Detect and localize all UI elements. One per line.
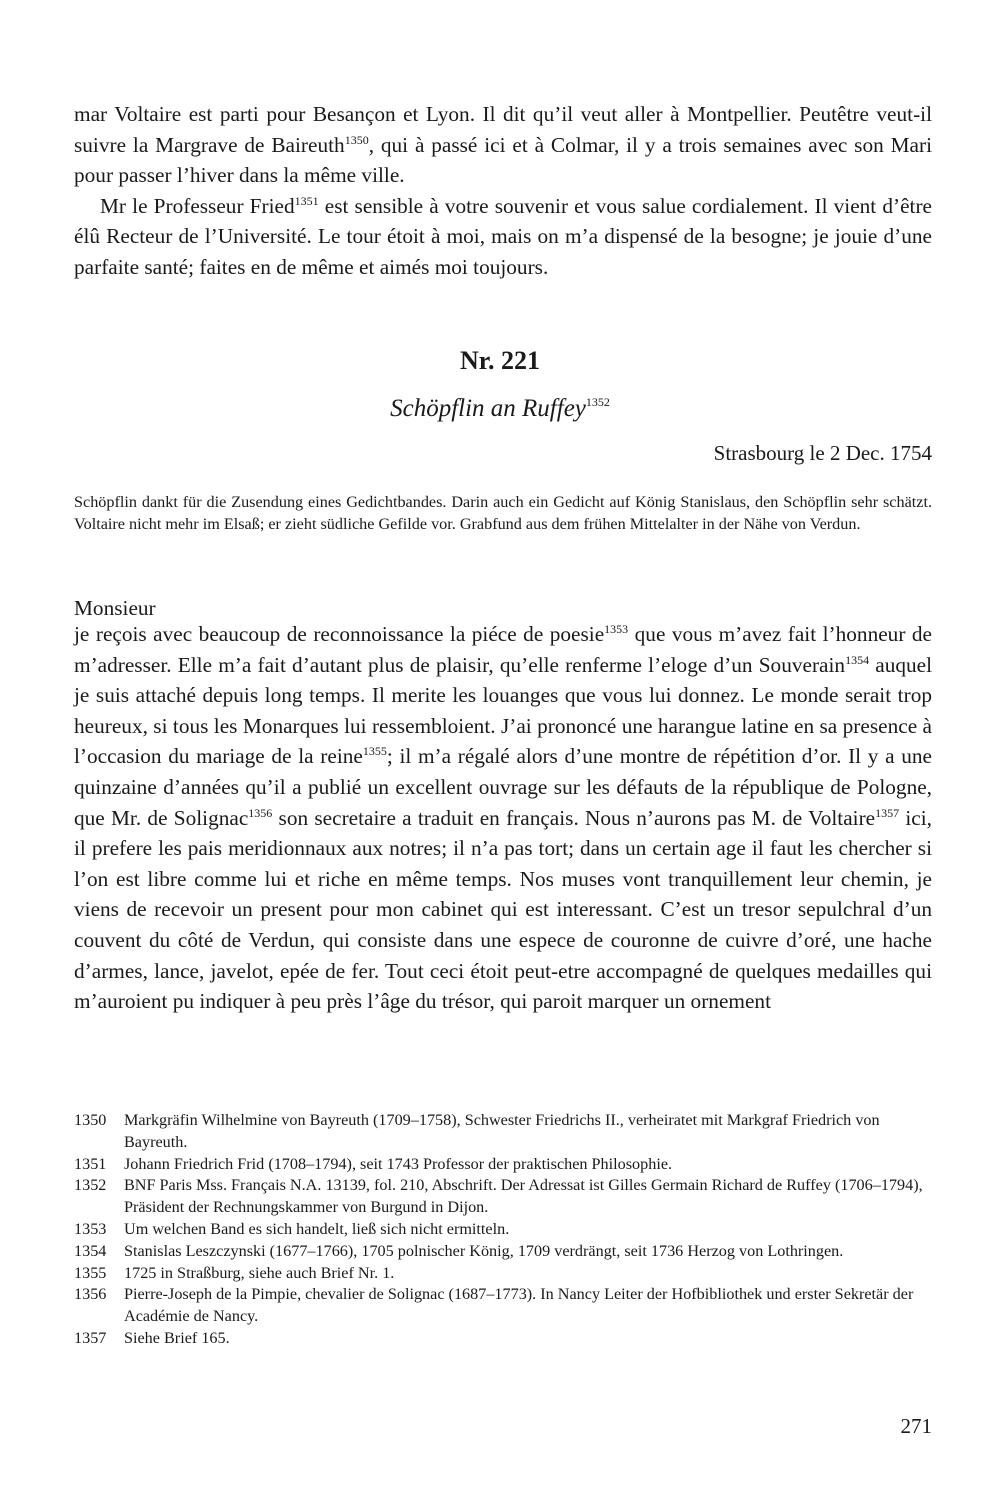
footnote-number: 1351 (74, 1154, 107, 1173)
footnote-ref-1350: 1350 (344, 132, 369, 147)
footnote (74, 1154, 934, 1176)
previous-letter-continuation (74, 99, 932, 283)
footnote-ref-1354: 1354 (845, 652, 870, 667)
letter-paragraph: je reçois avec beaucoup de reconnoissance la piéce de poesie$^{1353}$ que vous m’avez fait l’honneur de m’adresser. Elle m’a fait d’autant plus de plaisir, qu’elle renferme l’eloge d’un Souverain$^{1354}$ auquel je suis attaché depuis long temps. Il merite les louanges que vous lui donnez. Le monde serait trop heureux, si tous les Monarques lui ressembloient. J’ai prononcé une harangue latine en sa presence à l’occasion du mariage de la reine$^{1355}$; il m’a régalé alors d’une montre de répétition d’or. Il y a une quinzaine d’années qu’il a publié un excellent ouvrage sur les défauts de la république de Pologne, que Mr. de Solignac$^{1356}$ son secretaire a traduit en français. Nous n’aurons pas M. de Voltaire$^{1357}$ ici, il prefere les pais meridionnaux aux notres; il n’a pas tort; dans un certain age il faut les chercher si l’on est libre comme lui et riche en même temps. Nos muses vont tranquillement leur chemin, je viens de recevoir un present pour mon cabinet qui est interessant. C’est un tresor sepulchral d’un couvent du côté de Verdun, qui consiste dans une espece de couronne de cuivre d’oré, une hache d’armes, lance, javelot, epée de fer. Tout ceci étoit peut-etre accompagné de quelques medailles qui m’auroient pu indiquer à peu près l’âge du trésor, qui paroit marquer un ornement (74, 622, 933, 1014)
footnote (74, 1219, 934, 1241)
footnote (74, 1175, 934, 1219)
footnote-text: Um welchen Band es sich handelt, ließ sich nicht ermitteln. (124, 1219, 510, 1238)
letter-dateline: Strasbourg le 2 Dec. 1754 (713, 441, 932, 465)
footnote (74, 1263, 934, 1285)
letter-body (74, 619, 932, 1017)
footnote-ref-1352: 1352 (585, 395, 610, 409)
footnote (74, 1328, 934, 1350)
footnote-text: BNF Paris Mss. Français N.A. 13139, fol. 210, Abschrift. Der Adressat ist Gilles Germain Richard de Ruffey (1706–1794), Präsident der Rechnungskammer von Burgund in Dijon. (124, 1176, 923, 1217)
footnote (74, 1241, 934, 1263)
footnote-ref-1353: 1353 (604, 622, 629, 636)
footnote-number: 1350 (74, 1111, 107, 1129)
footnote-ref-1357: 1357 (875, 805, 900, 820)
footnote-ref-1351: 1351 (294, 193, 319, 208)
footnote-text: 1725 in Straßburg, siehe auch Brief Nr. 1. (124, 1263, 395, 1282)
footnote-number: 1356 (74, 1285, 107, 1304)
page-number: 271 (900, 1414, 932, 1438)
footnote-text: Pierre-Joseph de la Pimpie, chevalier de Solignac (1687–1773). In Nancy Leiter der Hofbibliothek und erster Sekretär der Académie de Nancy. (124, 1285, 914, 1326)
footnote-text: Siehe Brief 165. (124, 1328, 230, 1347)
footnote-ref-1356: 1356 (248, 805, 273, 820)
continuation-paragraph-1: mar Voltaire est parti pour Besançon et Lyon. Il dit qu’il veut aller à Montpellier. Peutêtre veut-il suivre la Margrave de Baireuth$^{1350}$, qui à passé ici et à Colmar, il y a trois semaines avec son Mari pour passer l’hiver dans la même ville. (74, 102, 932, 188)
footnote-ref-1355: 1355 (362, 744, 387, 759)
footnote-number: 1354 (74, 1241, 107, 1260)
footnote-number: 1357 (74, 1328, 107, 1347)
letter-number: Nr. 221 (460, 346, 540, 375)
letter-salutation: Monsieur (74, 596, 156, 620)
footnote-text: Stanislas Leszczynski (1677–1766), 1705 polnischer König, 1709 verdrängt, seit 1736 Herzog von Lothringen. (124, 1241, 844, 1260)
footnote (74, 1284, 934, 1328)
footnote-number: 1352 (74, 1176, 107, 1195)
letter-title: Schöpflin an Ruffey$^{1352}$ (390, 395, 610, 422)
footnote-text: Johann Friedrich Frid (1708–1794), seit 1743 Professor der praktischen Philosophie. (124, 1154, 673, 1173)
letter-summary: Schöpflin dankt für die Zusendung eines Gedichtbandes. Darin auch ein Gedicht auf König Stanislaus, den Schöpflin sehr schätzt. Voltaire nicht mehr im Elsaß; er zieht südliche Gefilde vor. Grabfund aus dem frühen Mittelalter in der Nähe von Verdun. (74, 493, 932, 533)
footnote-number: 1353 (74, 1219, 107, 1238)
footnote-number: 1355 (74, 1263, 107, 1282)
footnote-text: Markgräfin Wilhelmine von Bayreuth (1709–1758), Schwester Friedrichs II., verheiratet mit Markgraf Friedrich von Bayreuth. (124, 1111, 880, 1151)
footnotes (74, 1110, 934, 1350)
footnote (74, 1110, 934, 1154)
continuation-paragraph-2: Mr le Professeur Fried$^{1351}$ est sensible à votre souvenir et vous salue cordialement. Il vient d’être élû Recteur de l’Université. Le tour étoit à moi, mais on m’a dispensé de la besogne; je jouie d’une parfaite santé; faites en de même et aimés moi toujours. (74, 193, 932, 279)
